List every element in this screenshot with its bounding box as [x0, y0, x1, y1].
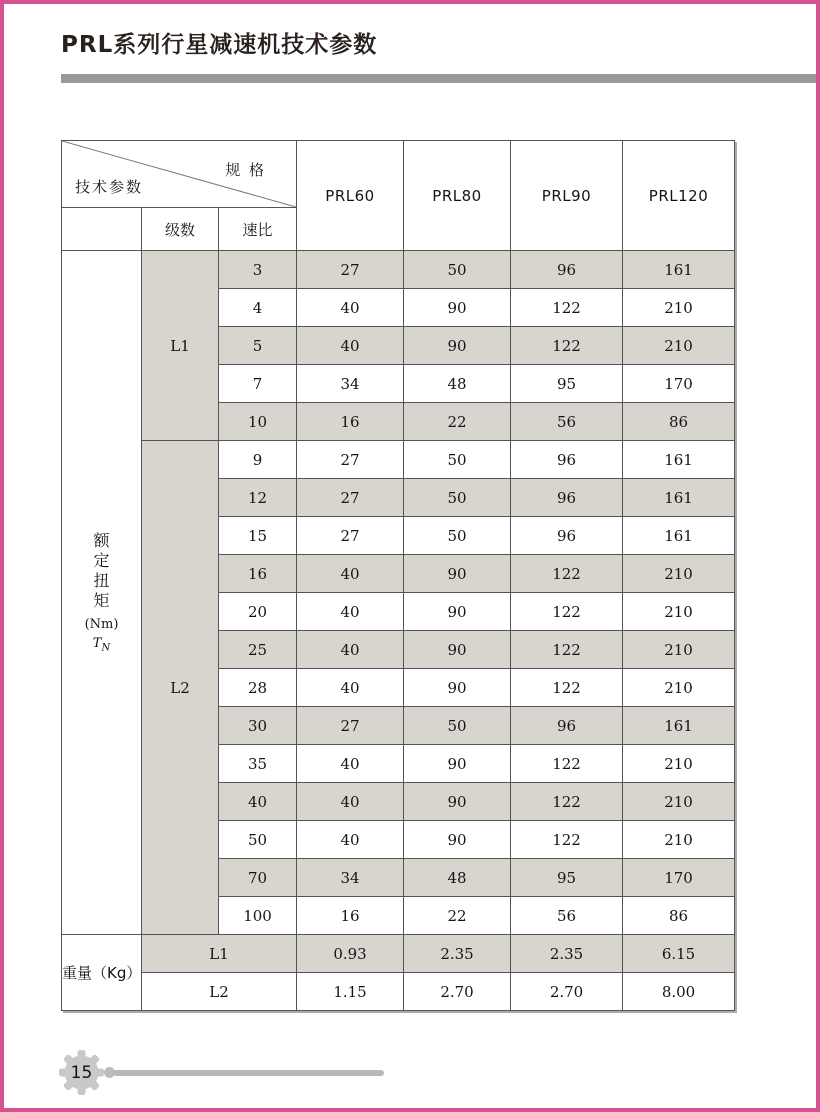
page-number-gear: [58, 1049, 105, 1096]
value-cell: 50: [404, 517, 511, 555]
value-cell: 22: [404, 897, 511, 935]
value-cell: 95: [511, 365, 623, 403]
value-cell: 90: [404, 593, 511, 631]
weight-value-cell: 0.93: [297, 935, 404, 973]
value-cell: 86: [623, 403, 735, 441]
value-cell: 27: [297, 441, 404, 479]
value-cell: 48: [404, 859, 511, 897]
ratio-cell: 100: [219, 897, 297, 935]
page-frame: [4, 4, 816, 1108]
ratio-cell: 20: [219, 593, 297, 631]
torque-label-char: 定: [93, 551, 110, 571]
torque-symbol: $T_N$: [92, 636, 111, 654]
value-cell: 27: [297, 707, 404, 745]
value-cell: 48: [404, 365, 511, 403]
value-cell: 96: [511, 707, 623, 745]
value-cell: 16: [297, 403, 404, 441]
page-number: 15: [70, 1062, 93, 1083]
value-cell: 40: [297, 669, 404, 707]
torque-label-cell: [62, 251, 142, 935]
value-cell: 40: [297, 745, 404, 783]
value-cell: 210: [623, 669, 735, 707]
value-cell: 96: [511, 441, 623, 479]
value-cell: 95: [511, 859, 623, 897]
value-cell: 122: [511, 783, 623, 821]
ratio-cell: 12: [219, 479, 297, 517]
weight-stage-cell: L2: [142, 973, 297, 1011]
value-cell: 50: [404, 251, 511, 289]
weight-row: [62, 973, 735, 1011]
value-cell: 22: [404, 403, 511, 441]
value-cell: 34: [297, 859, 404, 897]
value-cell: 40: [297, 289, 404, 327]
weight-value-cell: 2.35: [511, 935, 623, 973]
ratio-cell: 16: [219, 555, 297, 593]
torque-label-vertical: [62, 531, 141, 611]
ratio-cell: 15: [219, 517, 297, 555]
stage-cell: L2: [142, 441, 219, 935]
ratio-cell: 4: [219, 289, 297, 327]
spec-table-body: [62, 251, 735, 1011]
value-cell: 170: [623, 859, 735, 897]
value-cell: 40: [297, 821, 404, 859]
column-header-prl80: PRL80: [404, 141, 511, 251]
value-cell: 40: [297, 555, 404, 593]
ratio-cell: 50: [219, 821, 297, 859]
weight-value-cell: 6.15: [623, 935, 735, 973]
value-cell: 161: [623, 479, 735, 517]
ratio-cell: 7: [219, 365, 297, 403]
weight-label-cell: 重量（Kg）: [62, 935, 142, 1011]
footer-rule-line: [113, 1070, 384, 1076]
torque-label-char: 额: [93, 531, 110, 551]
subheader-stage: 级数: [142, 208, 219, 251]
title-underline-bar: [61, 74, 816, 83]
header-empty-cell: [62, 208, 142, 251]
column-header-prl60: PRL60: [297, 141, 404, 251]
corner-label-params: 技术参数: [75, 178, 144, 196]
value-cell: 56: [511, 897, 623, 935]
value-cell: 96: [511, 479, 623, 517]
table-corner-cell: [62, 141, 297, 208]
ratio-cell: 9: [219, 441, 297, 479]
value-cell: 34: [297, 365, 404, 403]
subheader-ratio: 速比: [219, 208, 297, 251]
value-cell: 40: [297, 783, 404, 821]
value-cell: 210: [623, 783, 735, 821]
value-cell: 122: [511, 593, 623, 631]
stage-cell: L1: [142, 251, 219, 441]
value-cell: 56: [511, 403, 623, 441]
table-row: [62, 441, 735, 479]
value-cell: 90: [404, 327, 511, 365]
ratio-cell: 28: [219, 669, 297, 707]
value-cell: 27: [297, 517, 404, 555]
column-header-prl120: PRL120: [623, 141, 735, 251]
value-cell: 50: [404, 441, 511, 479]
value-cell: 210: [623, 327, 735, 365]
ratio-cell: 10: [219, 403, 297, 441]
value-cell: 27: [297, 479, 404, 517]
value-cell: 40: [297, 631, 404, 669]
ratio-cell: 70: [219, 859, 297, 897]
value-cell: 122: [511, 327, 623, 365]
value-cell: 90: [404, 745, 511, 783]
value-cell: 122: [511, 821, 623, 859]
weight-value-cell: 8.00: [623, 973, 735, 1011]
value-cell: 96: [511, 517, 623, 555]
value-cell: 161: [623, 707, 735, 745]
spec-table: [61, 140, 735, 1011]
value-cell: 122: [511, 745, 623, 783]
weight-value-cell: 2.70: [404, 973, 511, 1011]
torque-unit-label: (Nm): [84, 617, 119, 633]
page-title: PRL系列行星减速机技术参数: [61, 32, 378, 58]
value-cell: 161: [623, 441, 735, 479]
value-cell: 90: [404, 631, 511, 669]
value-cell: 122: [511, 669, 623, 707]
value-cell: 122: [511, 555, 623, 593]
value-cell: 50: [404, 479, 511, 517]
ratio-cell: 30: [219, 707, 297, 745]
torque-label-char: 矩: [93, 591, 110, 611]
ratio-cell: 35: [219, 745, 297, 783]
value-cell: 210: [623, 821, 735, 859]
value-cell: 170: [623, 365, 735, 403]
value-cell: 40: [297, 327, 404, 365]
value-cell: 210: [623, 555, 735, 593]
ratio-cell: 5: [219, 327, 297, 365]
weight-value-cell: 1.15: [297, 973, 404, 1011]
value-cell: 27: [297, 251, 404, 289]
table-row: [62, 251, 735, 289]
value-cell: 210: [623, 631, 735, 669]
weight-value-cell: 2.35: [404, 935, 511, 973]
value-cell: 210: [623, 745, 735, 783]
value-cell: 210: [623, 289, 735, 327]
value-cell: 40: [297, 593, 404, 631]
value-cell: 90: [404, 555, 511, 593]
header-row-1: [62, 141, 735, 208]
value-cell: 161: [623, 517, 735, 555]
ratio-cell: 25: [219, 631, 297, 669]
value-cell: 122: [511, 631, 623, 669]
column-header-prl90: PRL90: [511, 141, 623, 251]
value-cell: 90: [404, 821, 511, 859]
value-cell: 210: [623, 593, 735, 631]
value-cell: 122: [511, 289, 623, 327]
value-cell: 90: [404, 783, 511, 821]
corner-label-spec: 规 格: [225, 161, 267, 179]
ratio-cell: 3: [219, 251, 297, 289]
value-cell: 96: [511, 251, 623, 289]
weight-stage-cell: L1: [142, 935, 297, 973]
weight-value-cell: 2.70: [511, 973, 623, 1011]
value-cell: 16: [297, 897, 404, 935]
torque-label-char: 扭: [93, 571, 110, 591]
value-cell: 90: [404, 669, 511, 707]
value-cell: 50: [404, 707, 511, 745]
weight-row: [62, 935, 735, 973]
ratio-cell: 40: [219, 783, 297, 821]
value-cell: 86: [623, 897, 735, 935]
value-cell: 161: [623, 251, 735, 289]
value-cell: 90: [404, 289, 511, 327]
